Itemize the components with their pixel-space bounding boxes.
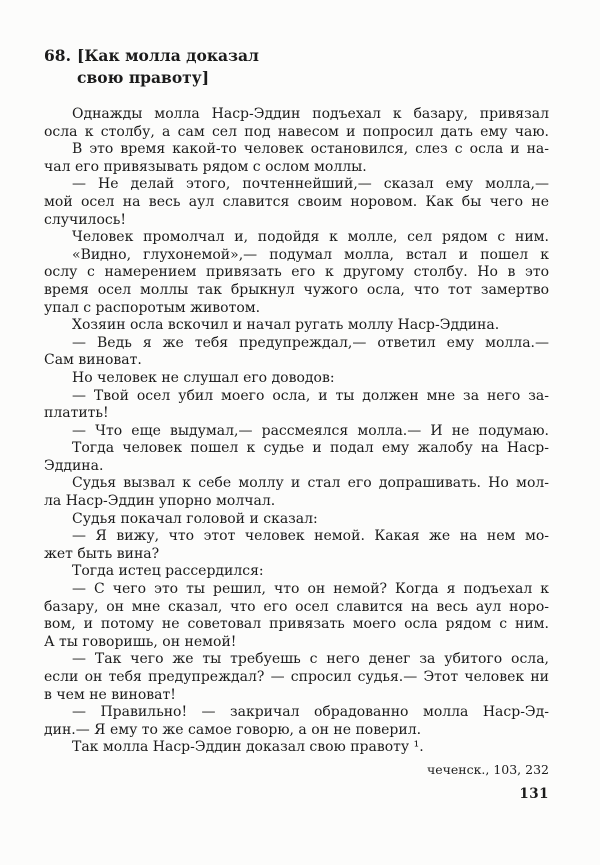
body-line: Эддина. — [44, 457, 104, 474]
body-line: платить! — [44, 405, 109, 422]
body-line: — Твой осел убил моего осла, и ты должен мне за него за- — [72, 387, 549, 404]
body-line: Сам виноват. — [44, 352, 142, 369]
body-line: Человек промолчал и, подойдя к молле, сел рядом с ним. — [72, 229, 549, 246]
body-line: Однажды молла Наср-Эддин подъехал к базару, привязал — [72, 106, 549, 122]
body-line: упал с распоротым животом. — [44, 299, 261, 316]
story-number: 68. — [44, 46, 71, 65]
body-line: — Я вижу, что этот человек немой. Какая же на нем мо- — [72, 528, 549, 545]
body-line: — Не делай этого, почтеннейший,— сказал ему молла,— — [72, 176, 549, 193]
story-title-text — [77, 45, 259, 89]
body-line: В это время какой-то человек остановился, слез с осла и на- — [72, 141, 549, 158]
body-line: базару, он мне сказал, что его осел славится на весь аул норо- — [44, 598, 549, 615]
source-ref: чеченск., 103, 232 — [426, 761, 549, 777]
body-line: Судья покачал головой и сказал: — [72, 510, 318, 527]
body-line: жет быть вина? — [44, 545, 160, 562]
body-line: время осел моллы так брыкнул чужого осла, что тот замертво — [44, 281, 549, 298]
body-line: Но человек не слушал его доводов: — [72, 369, 335, 386]
page-number: 131 — [519, 785, 549, 802]
page-content — [44, 45, 549, 802]
body-line: чал его привязывать рядом с ослом моллы. — [44, 158, 367, 175]
body-line: А ты говоришь, он немой! — [44, 633, 237, 650]
body-line: случилось! — [44, 211, 126, 228]
body-line: Судья вызвал к себе моллу и стал его допрашивать. Но мол- — [72, 475, 549, 492]
body-line: — Так чего же ты требуешь с него денег за убитого осла, — [72, 651, 549, 668]
body-line: мой осел на весь аул славится своим норовом. Как бы чего не — [44, 193, 549, 210]
body-line: — Ведь я же тебя предупреждал,— ответил ему молла.— — [72, 334, 549, 351]
body-line: дин.— Я ему то же самое говорю, а он не поверил. — [44, 721, 422, 738]
body-line: Тогда истец рассердился: — [72, 563, 264, 580]
body-line: в чем не виноват! — [44, 686, 176, 703]
body-line: если он тебя предупреждал? — спросил судья.— Этот человек ни — [44, 669, 549, 685]
body-line: — Что еще выдумал,— рассмеялся молла.— И не подумаю. — [72, 422, 549, 439]
body-line: Хозяин осла вскочил и начал ругать моллу Наср-Эддина. — [72, 317, 500, 334]
body-line: осла к столбу, а сам сел под навесом и попросил дать ему чаю. — [44, 123, 549, 140]
body-line: ослу с намерением привязать его к другому столбу. Но в это — [44, 264, 549, 281]
body-line: «Видно, глухонемой»,— подумал молла, встал и пошел к — [72, 246, 549, 263]
body-line: вом, и потому не советовал привязать моего осла рядом с ним. — [44, 616, 549, 633]
body-line: ла Наср-Эддин упорно молчал. — [44, 493, 276, 510]
body-line: — С чего это ты решил, что он немой? Когда я подъехал к — [72, 581, 549, 598]
body-line: — Правильно! — закричал обрадованно молла Наср-Эд- — [72, 704, 549, 721]
story-body — [44, 106, 549, 757]
body-line: Тогда человек пошел к судье и подал ему жалобу на Наср- — [72, 440, 549, 457]
body-line: Так молла Наср-Эддин доказал свою правоту ¹. — [72, 739, 424, 756]
story-title — [44, 45, 549, 89]
story-title-line-1: [Как молла доказал — [77, 46, 259, 65]
story-title-line-2: свою правоту] — [77, 68, 210, 87]
